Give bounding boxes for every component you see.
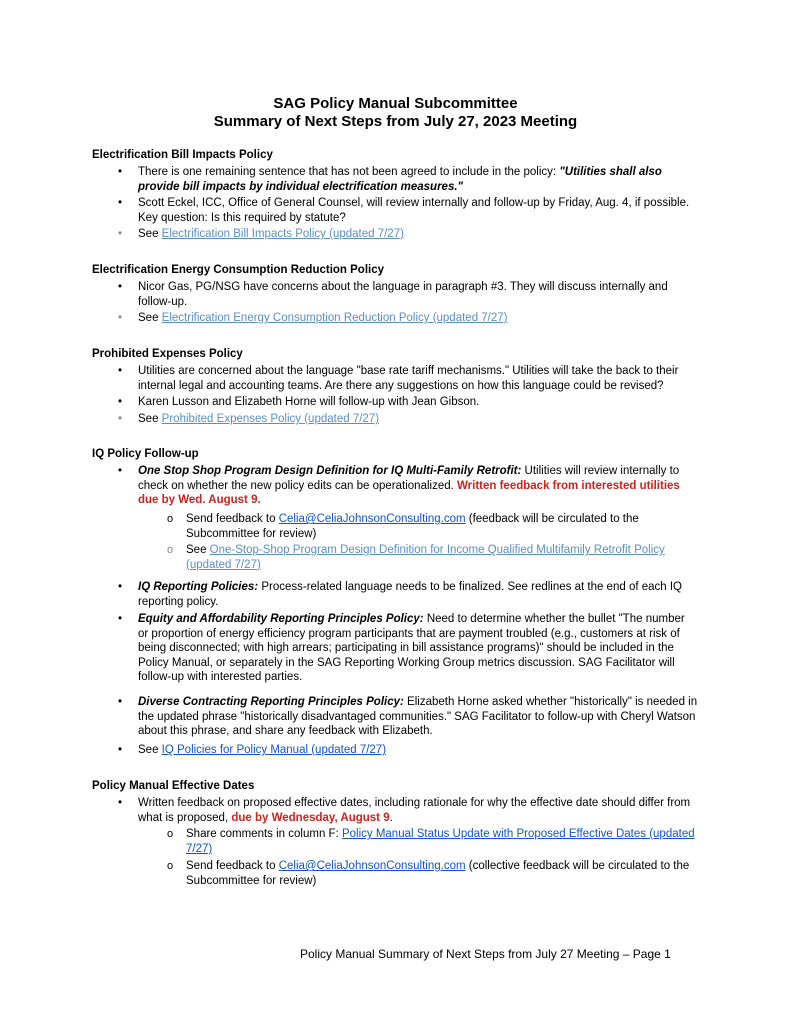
sub-bullet-icon: o (167, 544, 174, 556)
deadline-text: Written feedback from interested utilities due by Wed. August 9. (138, 479, 680, 506)
sub-bullet-icon: o (167, 513, 174, 525)
list-item: • Karen Lusson and Elizabeth Horne will follow-up with Jean Gibson. (118, 396, 480, 408)
list-item: • See IQ Policies for Policy Manual (updated 7/27) (118, 744, 387, 756)
list-item: • Written feedback on proposed effective dates, including rationale for why the effective date should differ from what is proposed, due by Wednesday, August 9. (118, 797, 691, 824)
bullet-icon: • (118, 797, 123, 809)
list-item: • Scott Eckel, ICC, Office of General Counsel, will review internally and follow-up by Friday, Aug. 4, if possible. Key question: Is this required by statute? (118, 197, 690, 224)
bullet-icon: • (118, 197, 123, 209)
link-iq-policies[interactable]: IQ Policies for Policy Manual (updated 7/27) (161, 744, 387, 756)
section-heading-iq-policy: IQ Policy Follow-up (92, 448, 199, 460)
quoted-sentence: "Utilities shall also provide bill impacts by individual electrification measures." (138, 166, 662, 193)
list-item: • IQ Reporting Policies: Process-related language needs to be finalized. See redlines at the end of each IQ reporting policy. (118, 581, 683, 608)
link-one-stop-shop-policy[interactable]: One-Stop-Shop Program Design Definition for Income Qualified Multifamily Retrofit Policy (updated 7/27) (186, 544, 665, 571)
list-item: • One Stop Shop Program Design Definition for IQ Multi-Family Retrofit: Utilities will review internally to check on whether the new policy edits can be operationalized. Written feedback from interested utilities due by Wed. August 9. (118, 465, 680, 506)
link-prohibited-expenses-policy[interactable]: Prohibited Expenses Policy (updated 7/27) (161, 413, 380, 425)
doc-title-line2: Summary of Next Steps from July 27, 2023 Meeting (213, 113, 578, 130)
list-item: • Equity and Affordability Reporting Principles Policy: Need to determine whether the bullet "The number or proportion of energy efficiency program participants that are payment troubled (e.g., customers at risk of being disconnected; with high arrears; participating in bill assistance programs)" should be included in the Policy Manual, or separately in the SAG Reporting Working Group metrics discussion. SAG Facilitator will follow-up with interested parties. (118, 613, 685, 683)
list-item: • Diverse Contracting Reporting Principles Policy: Elizabeth Horne asked whether "historically" is needed in the updated phrase "historically disadvantaged communities." SAG Facilitator to follow-up with Cheryl Watson about this phrase, and share any feedback with Elizabeth. (118, 696, 698, 737)
list-item: • Nicor Gas, PG/NSG have concerns about the language in paragraph #3. They will discuss internally and follow-up. (118, 281, 668, 308)
link-effective-dates-status[interactable]: Policy Manual Status Update with Proposed Effective Dates (updated 7/27) (186, 828, 695, 855)
list-item: • There is one remaining sentence that has not been agreed to include in the policy: "Utilities shall also provide bill impacts by individual electrification measures." (118, 166, 662, 193)
doc-title-line1: SAG Policy Manual Subcommittee (273, 95, 518, 112)
bullet-icon: • (118, 613, 123, 625)
link-bill-impacts-policy[interactable]: Electrification Bill Impacts Policy (updated 7/27) (161, 228, 404, 240)
bullet-icon: • (118, 312, 123, 324)
sub-bullet-icon: o (167, 860, 174, 872)
bullet-icon: • (118, 581, 123, 593)
list-item: • See Prohibited Expenses Policy (updated 7/27) (118, 413, 380, 425)
bullet-icon: • (118, 396, 123, 408)
sub-bullet-icon: o (167, 828, 174, 840)
section-heading-bill-impacts: Electrification Bill Impacts Policy (92, 149, 273, 161)
list-item: • Utilities are concerned about the language "base rate tariff mechanisms." Utilities will take the back to their internal legal and accounting teams. Are there any suggestions on how this language could be revised? (118, 365, 679, 392)
sub-list-item: o Share comments in column F: Policy Manual Status Update with Proposed Effective Dates (updated 7/27) (167, 828, 695, 855)
bullet-icon: • (118, 281, 123, 293)
bullet-icon: • (118, 365, 123, 377)
bullet-icon: • (118, 228, 123, 240)
page-footer: Policy Manual Summary of Next Steps from July 27 Meeting – Page 1 (300, 947, 671, 961)
bullet-icon: • (118, 465, 123, 477)
email-link[interactable]: Celia@CeliaJohnsonConsulting.com (278, 513, 466, 525)
link-energy-consumption-policy[interactable]: Electrification Energy Consumption Reduction Policy (updated 7/27) (161, 312, 508, 324)
list-item: • See Electrification Bill Impacts Policy (updated 7/27) (118, 228, 404, 240)
section-heading-energy-consumption: Electrification Energy Consumption Reduction Policy (92, 264, 385, 276)
sub-list-item: o Send feedback to Celia@CeliaJohnsonConsulting.com (collective feedback will be circulated to the Subcommittee for review) (167, 860, 690, 887)
list-item: • See Electrification Energy Consumption Reduction Policy (updated 7/27) (118, 312, 508, 324)
bullet-icon: • (118, 744, 123, 756)
bullet-icon: • (118, 166, 123, 178)
bullet-icon: • (118, 696, 123, 708)
bullet-icon: • (118, 413, 123, 425)
section-heading-effective-dates: Policy Manual Effective Dates (92, 780, 255, 792)
section-heading-prohibited-expenses: Prohibited Expenses Policy (92, 348, 243, 360)
deadline-text: due by Wednesday, August 9 (231, 811, 390, 824)
sub-list-item: o See One-Stop-Shop Program Design Definition for Income Qualified Multifamily Retrofit Policy (updated 7/27) (167, 544, 665, 571)
sub-list-item: o Send feedback to Celia@CeliaJohnsonConsulting.com (feedback will be circulated to the Subcommittee for review) (167, 513, 639, 540)
email-link[interactable]: Celia@CeliaJohnsonConsulting.com (278, 860, 466, 872)
